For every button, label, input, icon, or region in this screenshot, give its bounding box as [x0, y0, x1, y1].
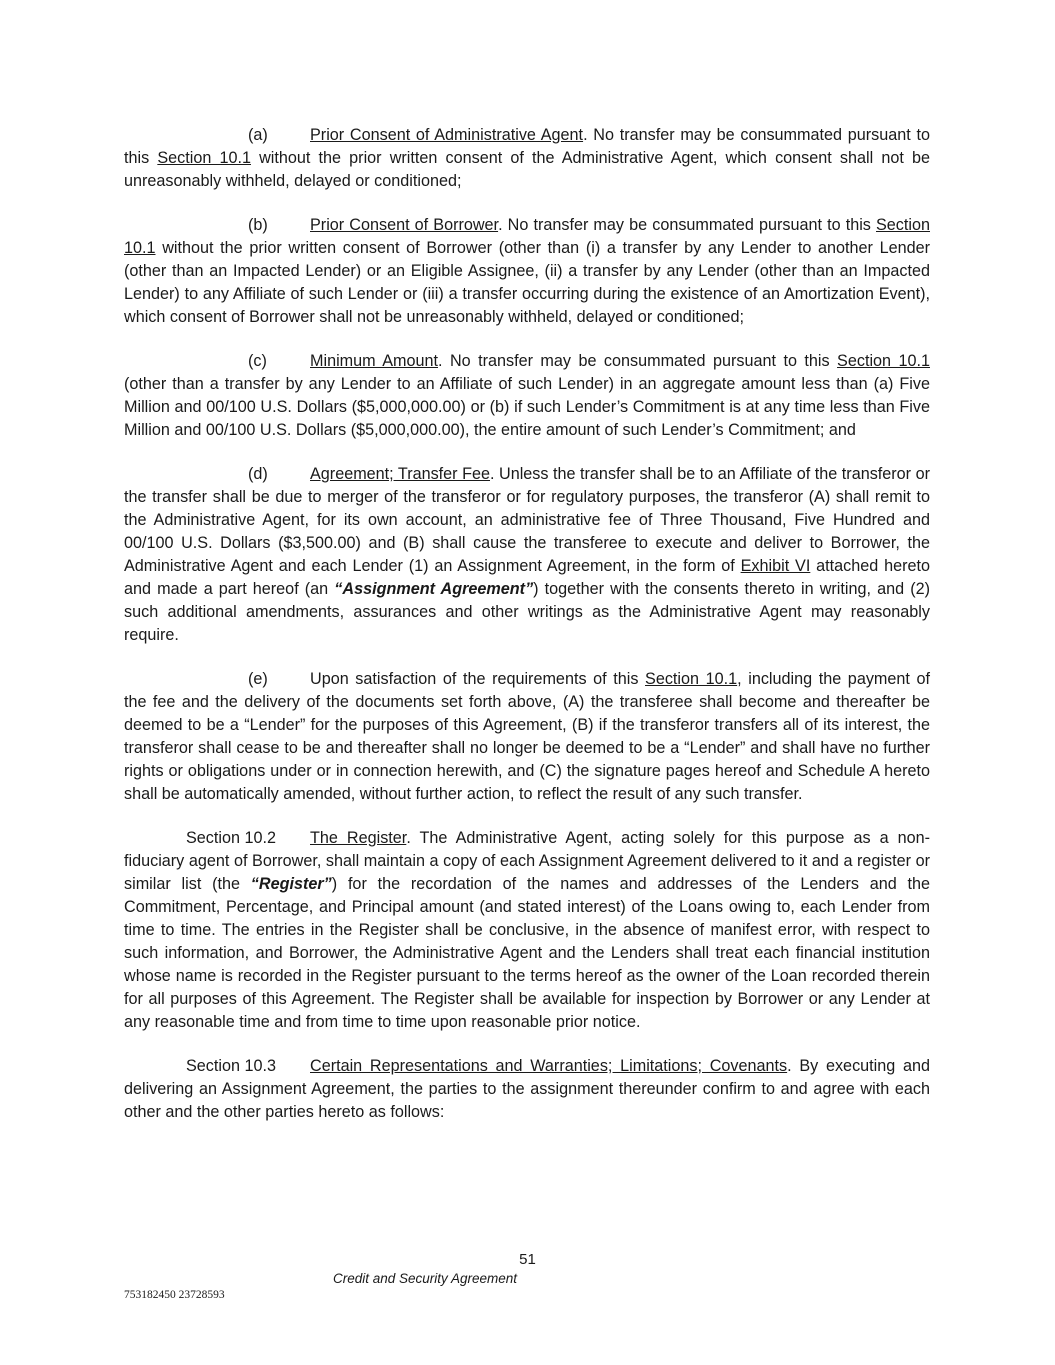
- paragraph-b: [124, 214, 930, 329]
- section-reference: Section 10.1: [157, 149, 251, 167]
- paragraph-number: (e): [248, 670, 268, 688]
- paragraph-number: (b): [248, 216, 268, 234]
- defined-term: “Register”: [250, 875, 332, 893]
- paragraph-text: , including the payment of the fee and the delivery of the documents set forth above, (A) the transferee shall become and thereafter be deemed to be a “Lender” for the purposes of this Agreement, (B) if the transferor transfers all of its interest, the transferor shall cease to be and thereafter shall no longer be deemed to be a “Lender” and shall have no further rights or obligations under or in connection herewith, and (C) the signature pages hereof and Schedule A hereto shall be automatically amended, without further action, to reflect the result of any such transfer.: [124, 670, 930, 803]
- paragraph-number: (c): [248, 352, 267, 370]
- paragraph-text: . No transfer may be consummated pursuant to this: [124, 126, 930, 167]
- defined-term: “Assignment Agreement”: [334, 580, 534, 598]
- paragraph-number: (a): [248, 126, 268, 144]
- paragraph-text: ) together with the consents thereto in writing, and (2) such additional amendments, assurances and other writings as the Administrative Agent may reasonably require.: [124, 580, 930, 644]
- paragraph-text: without the prior written consent of the Administrative Agent, which consent shall not be unreasonably withheld, delayed or conditioned;: [124, 149, 930, 190]
- section-number: Section 10.3: [186, 1057, 276, 1075]
- paragraph-heading: Prior Consent of Borrower: [310, 216, 499, 234]
- page-number: 51: [519, 1251, 536, 1268]
- section-reference: Section 10.1: [645, 670, 738, 688]
- paragraph-text: (other than a transfer by any Lender to an Affiliate of such Lender) in an aggregate amount less than (a) Five Million and 00/100 U.S. Dollars ($5,000,000.00) or (b) if such Lender’s Commitment is at any time less than Five Million and 00/100 U.S. Dollars ($5,000,000.00), the entire amount of such Lender’s Commitment; and: [124, 375, 930, 439]
- paragraph-c: [124, 350, 930, 442]
- document-body: [124, 124, 930, 1145]
- exhibit-reference: Exhibit VI: [740, 557, 811, 575]
- paragraph-text: . No transfer may be consummated pursuant to this: [498, 216, 876, 234]
- paragraph-text: . Unless the transfer shall be to an Affiliate of the transferor or the transfer shall be due to merger of the transferor or for regulatory purposes, the transferor (A) shall remit to the Administrative Agent, for its own account, an administrative fee of Three Thousand, Five Hundred and 00/100 U.S. Dollars ($3,500.00) and (B) shall cause the transferee to execute and deliver to Borrower, the Administrative Agent and each Lender (1) an Assignment Agreement, in the form of: [124, 465, 930, 575]
- paragraph-a: [124, 124, 930, 193]
- section-reference: Section 10.1: [124, 216, 930, 257]
- section-text: . By executing and delivering an Assignment Agreement, the parties to the assignment thereunder confirm to and agree with each other and the other parties hereto as follows:: [124, 1057, 930, 1121]
- paragraph-heading: Agreement; Transfer Fee: [310, 465, 490, 483]
- paragraph-text: attached hereto and made a part hereof (an: [124, 557, 930, 598]
- paragraph-d: [124, 463, 930, 647]
- section-heading: Certain Representations and Warranties; Limitations; Covenants: [310, 1057, 788, 1075]
- footer-document-title: Credit and Security Agreement: [332, 1271, 518, 1286]
- paragraph-text: . No transfer may be consummated pursuant to this: [438, 352, 838, 370]
- paragraph-e: [124, 668, 930, 806]
- section-10-2: [124, 827, 930, 1034]
- section-text: . The Administrative Agent, acting solely for this purpose as a non-fiduciary agent of Borrower, shall maintain a copy of each Assignment Agreement delivered to it and a register or similar list (the: [124, 829, 930, 893]
- section-number: Section 10.2: [186, 829, 276, 847]
- paragraph-heading: Minimum Amount: [310, 352, 438, 370]
- section-text: ) for the recordation of the names and addresses of the Lenders and the Commitment, Percentage, and Principal amount (and stated interest) of the Loans owing to, each Lender from time to time. The entries in the Register shall be conclusive, in the absence of manifest error, with respect to such information, and Borrower, the Administrative Agent and the Lenders shall treat each financial institution whose name is recorded in the Register pursuant to the terms hereof as the owner of the Loan recorded therein for all purposes of this Agreement. The Register shall be available for inspection by Borrower or any Lender at any reasonable time and from time to time upon reasonable prior notice.: [124, 875, 931, 1031]
- section-reference: Section 10.1: [837, 352, 930, 370]
- paragraph-text: Upon satisfaction of the requirements of this: [310, 670, 646, 688]
- paragraph-heading: Prior Consent of Administrative Agent: [310, 126, 584, 144]
- section-10-3: [124, 1055, 930, 1124]
- section-heading: The Register: [310, 829, 407, 847]
- paragraph-text: without the prior written consent of Borrower (other than (i) a transfer by any Lender to another Lender (other than an Impacted Lender) or an Eligible Assignee, (ii) a transfer by any Lender (other than an Impacted Lender) to any Affiliate of such Lender or (iii) a transfer occurring during the existence of an Amortization Event), which consent of Borrower shall not be unreasonably withheld, delayed or conditioned;: [124, 239, 930, 326]
- paragraph-number: (d): [248, 465, 268, 483]
- document-id: 753182450 23728593: [124, 1289, 225, 1301]
